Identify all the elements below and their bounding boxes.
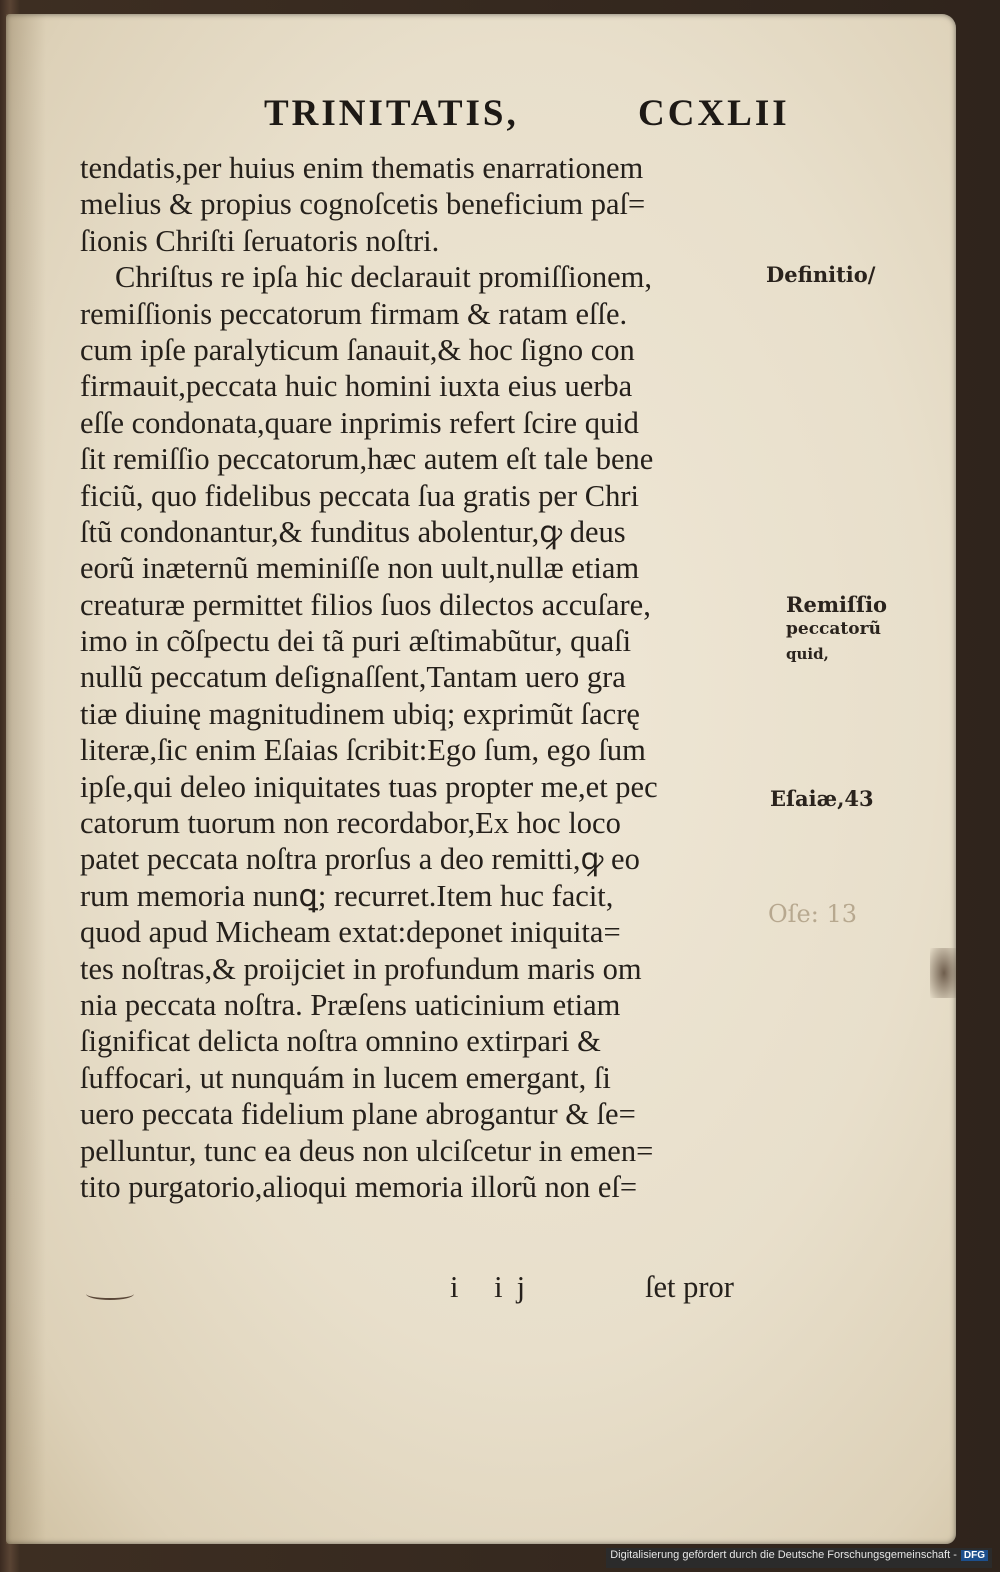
text-line: ſit remiſſio peccatorum,hæc autem eſt tale bene: [80, 442, 654, 477]
text-line: ipſe,qui deleo iniquitates tuas propter me,et pec: [80, 769, 658, 804]
text-line: uero peccata fidelium plane abrogantur & ſe=: [80, 1097, 636, 1132]
text-line: catorum tuorum non recordabor,Ex hoc loco: [80, 806, 621, 841]
text-line: quod apud Micheam extat:deponet iniquita=: [80, 915, 621, 950]
text-line: tito purgatorio,alioqui memoria illorũ non eſ=: [80, 1169, 638, 1204]
text-line: remiſſionis peccatorum firmam & ratam eſſe.: [80, 296, 628, 331]
text-line: literæ,ſic enim Eſaias ſcribit:Ego ſum, ego ſum: [80, 733, 646, 768]
text-line: ſuffocari, ut nunquám in lucem emergant, ſi: [80, 1060, 611, 1095]
marginal-note-esaiae: Eſaiæ,43: [770, 786, 874, 811]
text-line: Chriſtus re ipſa hic declarauit promiſſionem,: [115, 260, 652, 295]
catchword: ſet pror: [645, 1270, 734, 1304]
digitization-credit: [606, 1548, 992, 1568]
text-line: nullũ peccatum deſignaſſent,Tantam uero gra: [80, 660, 626, 695]
text-line: ſignificat delicta noſtra omnino extirpari &: [80, 1024, 601, 1059]
text-line: eſſe condonata,quare inprimis refert ſcire quid: [80, 405, 639, 440]
text-line: tes noſtras,& proijciet in profundum maris om: [80, 951, 642, 986]
marginal-note-definitio: Definitio/: [766, 262, 876, 287]
text-line: patet peccata noſtra prorſus a deo remitti,ꝙ eo: [80, 842, 640, 877]
text-line: melius & propius cognoſcetis beneficium paſ=: [80, 187, 646, 222]
text-line: imo in cõſpectu dei tã puri æſtimabũtur, quaſi: [80, 624, 632, 659]
text-line: tendatis,per huius enim thematis enarrationem: [80, 151, 644, 185]
marginal-note-osee: Oſe: 13: [768, 900, 858, 928]
text-line: tiæ diuinę magnitudinem ubiq; exprimũt ſacrę: [80, 696, 640, 731]
text-line: pelluntur, tunc ea deus non ulciſcetur in emen=: [80, 1133, 654, 1168]
text-line: ficiũ, quo fidelibus peccata ſua gratis per Chri: [80, 478, 639, 513]
marginal-note-remissio: [786, 592, 887, 667]
text-line: ſtũ condonantur,& funditus abolentur,ꝙ deus: [80, 514, 626, 549]
marginal-note-line: peccatorũ: [786, 619, 881, 639]
page-stain: [930, 948, 958, 998]
signature-mark: i ij: [450, 1270, 540, 1304]
ink-scrawl: [86, 1288, 134, 1300]
running-title: TRINITATIS,: [264, 93, 519, 134]
text-line: nia peccata noſtra. Præſens uaticinium etiam: [80, 987, 621, 1022]
dfg-logo: DFG: [961, 1550, 988, 1561]
signature-line: [80, 1270, 770, 1310]
marginal-note-line: Remiſſio: [786, 592, 888, 617]
body-text: [80, 150, 770, 1205]
text-line: cum ipſe paralyticum ſanauit,& hoc ſigno con: [80, 332, 635, 367]
text-line: ſionis Chriſti ſeruatoris noſtri.: [80, 223, 440, 258]
text-line: creaturæ permittet filios ſuos dilectos accuſare,: [80, 587, 651, 622]
text-line: eorũ inæternũ meminiſſe non uult,nullæ etiam: [80, 551, 640, 586]
text-line: rum memoria nunꝗ; recurret.Item huc facit,: [80, 878, 614, 913]
folio-number: CCXLII: [638, 93, 790, 134]
running-head: [264, 92, 790, 136]
credit-text: Digitalisierung gefördert durch die Deutsche Forschungsgemeinschaft -: [610, 1549, 957, 1561]
text-line: firmauit,peccata huic homini iuxta eius uerba: [80, 369, 633, 404]
marginal-note-line: quid,: [786, 645, 829, 663]
